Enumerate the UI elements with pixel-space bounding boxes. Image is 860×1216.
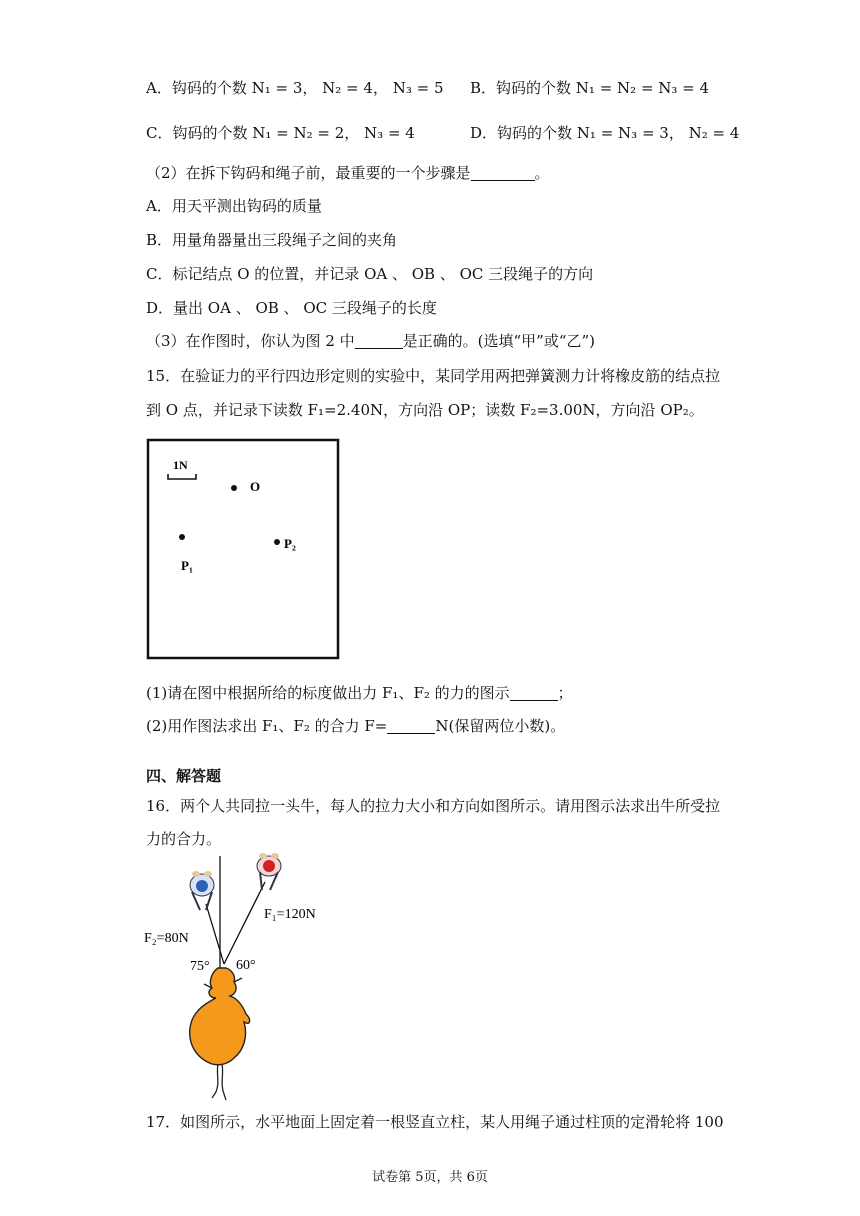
q14-option-a: A．钩码的个数 N₁ = 3， N₂ = 4， N₃ = 5 xyxy=(146,79,444,97)
q16-text-line2: 力的合力。 xyxy=(146,830,222,848)
q14-option-b: B．钩码的个数 N₁ = N₂ = N₃ = 4 xyxy=(470,79,710,97)
q15-text-line2: 到 O 点，并记录下读数 F₁=2.40N，方向沿 OP；读数 F₂=3.00N，方向沿 OP₂。 xyxy=(146,401,704,419)
figure-frame xyxy=(148,440,338,658)
q15-sub1: (1)请在图中根据所给的标度做出力 F₁、F₂ 的力的图示 ； xyxy=(146,684,573,702)
q14-part2-option-c: C．标记结点 O 的位置，并记录 OA 、 OB 、 OC 三段绳子的方向 xyxy=(146,265,594,283)
q15-sub2: (2)用作图法求出 F₁、F₂ 的合力 F= N(保留两位小数)。 xyxy=(146,717,566,735)
f1-label: F₁=120N xyxy=(264,907,316,922)
q15-text-line1: 15．在验证力的平行四边形定则的实验中，某同学用两把弹簧测力计将橡皮筋的结点拉 xyxy=(146,367,721,385)
person-right-icon xyxy=(257,853,281,890)
cow-icon xyxy=(190,968,250,1100)
q16-text-line1: 16．两个人共同拉一头牛，每人的拉力大小和方向如图所示。请用图示法求出牛所受拉 xyxy=(146,797,721,815)
point-o-dot xyxy=(231,485,237,491)
point-p1-label: P₁ xyxy=(181,558,193,573)
point-o-label: O xyxy=(250,479,261,494)
point-p1-dot xyxy=(179,534,185,540)
rope-f1 xyxy=(224,882,265,964)
answer-blank[interactable] xyxy=(471,164,535,181)
q14-part2-option-a: A．用天平测出钩码的质量 xyxy=(146,197,322,215)
q14-option-d: D．钩码的个数 N₁ = N₃ = 3， N₂ = 4 xyxy=(470,124,740,142)
angle-right-label: 60° xyxy=(236,958,256,973)
q15-figure xyxy=(146,438,342,662)
person-left-icon xyxy=(190,871,214,910)
q14-part3-stem: （3）在作图时，你认为图 2 中 是正确的。(选填“甲”或“乙”) xyxy=(146,332,596,350)
page-footer: 试卷第 5页，共 6页 xyxy=(372,1170,488,1185)
q14-option-c: C．钩码的个数 N₁ = N₂ = 2， N₃ = 4 xyxy=(146,124,415,142)
f2-label: F₂=80N xyxy=(144,931,189,946)
scale-bar xyxy=(168,474,196,479)
angle-left-label: 75° xyxy=(190,959,210,974)
answer-blank[interactable] xyxy=(510,684,558,701)
answer-blank[interactable] xyxy=(355,332,403,349)
scale-label: 1N xyxy=(173,458,188,472)
q16-figure xyxy=(140,852,340,1102)
rope-f2 xyxy=(206,904,224,964)
q14-part2-stem: （2）在拆下钩码和绳子前，最重要的一个步骤是 。 xyxy=(146,164,550,182)
q14-part2-option-b: B．用量角器量出三段绳子之间的夹角 xyxy=(146,231,398,249)
point-p2-dot xyxy=(274,539,280,545)
answer-blank[interactable] xyxy=(387,717,435,734)
q17-text-line1: 17．如图所示，水平地面上固定着一根竖直立柱，某人用绳子通过柱顶的定滑轮将 100 xyxy=(146,1113,724,1131)
q14-part2-option-d: D．量出 OA 、 OB 、 OC 三段绳子的长度 xyxy=(146,299,437,317)
section-title: 四、解答题 xyxy=(146,767,222,785)
point-p2-label: P₂ xyxy=(284,536,296,551)
